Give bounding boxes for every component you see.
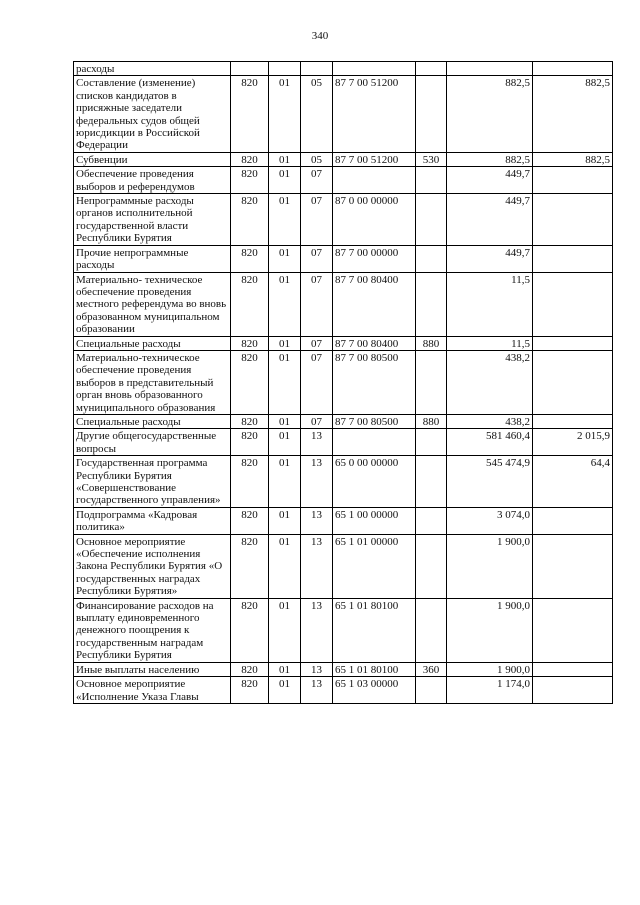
ministry-code-cell: 820 xyxy=(231,76,269,152)
section-code-cell: 01 xyxy=(269,429,301,456)
target-article-cell: 65 0 00 00000 xyxy=(333,456,416,508)
expense-type-cell xyxy=(416,677,447,704)
amount-cell: 449,7 xyxy=(447,167,533,194)
section-code-cell: 01 xyxy=(269,456,301,508)
subvention-amount-cell xyxy=(533,194,613,246)
budget-table xyxy=(73,61,613,704)
expense-name-cell: Непрограммные расходы органов исполнительной государственной власти Республики Бурятия xyxy=(74,194,231,246)
expense-name-cell: Основное мероприятие «Исполнение Указа Главы xyxy=(74,677,231,704)
table-row xyxy=(74,534,613,598)
table-row xyxy=(74,456,613,508)
section-code-cell: 01 xyxy=(269,76,301,152)
amount-cell: 438,2 xyxy=(447,414,533,428)
amount-cell: 3 074,0 xyxy=(447,507,533,534)
subsection-code-cell: 13 xyxy=(301,598,333,662)
subsection-code-cell: 07 xyxy=(301,350,333,414)
table-row xyxy=(74,350,613,414)
target-article-cell: 65 1 03 00000 xyxy=(333,677,416,704)
ministry-code-cell: 820 xyxy=(231,152,269,166)
amount-cell: 449,7 xyxy=(447,194,533,246)
ministry-code-cell: 820 xyxy=(231,414,269,428)
subsection-code-cell: 05 xyxy=(301,76,333,152)
expense-type-cell: 880 xyxy=(416,414,447,428)
section-code-cell: 01 xyxy=(269,350,301,414)
amount-cell: 581 460,4 xyxy=(447,429,533,456)
subvention-amount-cell xyxy=(533,414,613,428)
subvention-amount-cell xyxy=(533,245,613,272)
target-article-cell: 87 7 00 80400 xyxy=(333,336,416,350)
subvention-amount-cell xyxy=(533,336,613,350)
amount-cell: 1 900,0 xyxy=(447,534,533,598)
subvention-amount-cell xyxy=(533,272,613,336)
subsection-code-cell: 13 xyxy=(301,534,333,598)
ministry-code-cell: 820 xyxy=(231,456,269,508)
amount-cell: 882,5 xyxy=(447,152,533,166)
table-row xyxy=(74,429,613,456)
table-row xyxy=(74,662,613,676)
ministry-code-cell: 820 xyxy=(231,662,269,676)
subvention-amount-cell: 64,4 xyxy=(533,456,613,508)
expense-name-cell: Основное мероприятие «Обеспечение исполнения Закона Республики Бурятия «О государственных наградах Республики Бурятия» xyxy=(74,534,231,598)
subsection-code-cell: 07 xyxy=(301,272,333,336)
expense-type-cell xyxy=(416,534,447,598)
expense-name-cell: Финансирование расходов на выплату единовременного денежного поощрения к государственным наградам Республики Бурятия xyxy=(74,598,231,662)
subvention-amount-cell xyxy=(533,534,613,598)
target-article-cell: 65 1 01 80100 xyxy=(333,598,416,662)
expense-type-cell: 360 xyxy=(416,662,447,676)
target-article-cell: 87 7 00 80400 xyxy=(333,272,416,336)
expense-name-cell: Составление (изменение) списков кандидатов в присяжные заседатели федеральных судов общей юрисдикции в Российской Федерации xyxy=(74,76,231,152)
ministry-code-cell: 820 xyxy=(231,429,269,456)
expense-type-cell xyxy=(416,598,447,662)
target-article-cell xyxy=(333,429,416,456)
target-article-cell: 87 7 00 00000 xyxy=(333,245,416,272)
subvention-amount-cell: 2 015,9 xyxy=(533,429,613,456)
target-article-cell xyxy=(333,62,416,76)
section-code-cell: 01 xyxy=(269,414,301,428)
subvention-amount-cell xyxy=(533,677,613,704)
subvention-amount-cell xyxy=(533,350,613,414)
subsection-code-cell: 13 xyxy=(301,662,333,676)
ministry-code-cell: 820 xyxy=(231,598,269,662)
subvention-amount-cell: 882,5 xyxy=(533,76,613,152)
expense-name-cell: расходы xyxy=(74,62,231,76)
table-row xyxy=(74,245,613,272)
expense-type-cell: 530 xyxy=(416,152,447,166)
subsection-code-cell: 13 xyxy=(301,677,333,704)
ministry-code-cell: 820 xyxy=(231,336,269,350)
target-article-cell: 87 7 00 51200 xyxy=(333,76,416,152)
amount-cell: 1 174,0 xyxy=(447,677,533,704)
ministry-code-cell: 820 xyxy=(231,167,269,194)
subsection-code-cell: 13 xyxy=(301,456,333,508)
expense-type-cell xyxy=(416,245,447,272)
section-code-cell: 01 xyxy=(269,194,301,246)
expense-type-cell xyxy=(416,350,447,414)
expense-name-cell: Специальные расходы xyxy=(74,336,231,350)
section-code-cell: 01 xyxy=(269,507,301,534)
subvention-amount-cell xyxy=(533,507,613,534)
page-number: 340 xyxy=(311,30,329,42)
table-row xyxy=(74,507,613,534)
section-code-cell: 01 xyxy=(269,598,301,662)
amount-cell: 882,5 xyxy=(447,76,533,152)
subvention-amount-cell xyxy=(533,662,613,676)
expense-type-cell xyxy=(416,272,447,336)
target-article-cell: 87 7 00 80500 xyxy=(333,350,416,414)
subsection-code-cell: 07 xyxy=(301,194,333,246)
expense-name-cell: Материально-техническое обеспечение проведения выборов в представительный орган вновь образованного муниципального образования xyxy=(74,350,231,414)
table-row xyxy=(74,336,613,350)
section-code-cell: 01 xyxy=(269,167,301,194)
target-article-cell: 87 7 00 51200 xyxy=(333,152,416,166)
expense-type-cell xyxy=(416,456,447,508)
target-article-cell xyxy=(333,167,416,194)
expense-name-cell: Субвенции xyxy=(74,152,231,166)
amount-cell: 1 900,0 xyxy=(447,662,533,676)
expense-type-cell xyxy=(416,507,447,534)
expense-name-cell: Материально- техническое обеспечение проведения местного референдума во вновь образованном муниципальном образовании xyxy=(74,272,231,336)
ministry-code-cell: 820 xyxy=(231,350,269,414)
expense-name-cell: Подпрограмма «Кадровая политика» xyxy=(74,507,231,534)
target-article-cell: 87 7 00 80500 xyxy=(333,414,416,428)
expense-type-cell xyxy=(416,76,447,152)
subsection-code-cell: 07 xyxy=(301,336,333,350)
section-code-cell: 01 xyxy=(269,272,301,336)
expense-type-cell xyxy=(416,62,447,76)
subvention-amount-cell xyxy=(533,598,613,662)
section-code-cell: 01 xyxy=(269,677,301,704)
table-row xyxy=(74,62,613,76)
amount-cell: 449,7 xyxy=(447,245,533,272)
ministry-code-cell xyxy=(231,62,269,76)
amount-cell: 438,2 xyxy=(447,350,533,414)
subvention-amount-cell: 882,5 xyxy=(533,152,613,166)
ministry-code-cell: 820 xyxy=(231,272,269,336)
ministry-code-cell: 820 xyxy=(231,507,269,534)
ministry-code-cell: 820 xyxy=(231,534,269,598)
table-row xyxy=(74,598,613,662)
expense-type-cell xyxy=(416,429,447,456)
subsection-code-cell: 07 xyxy=(301,167,333,194)
target-article-cell: 65 1 01 00000 xyxy=(333,534,416,598)
target-article-cell: 65 1 00 00000 xyxy=(333,507,416,534)
expense-name-cell: Государственная программа Республики Бурятия «Совершенствование государственного управления» xyxy=(74,456,231,508)
table-row xyxy=(74,272,613,336)
expense-name-cell: Прочие непрограммные расходы xyxy=(74,245,231,272)
amount-cell: 1 900,0 xyxy=(447,598,533,662)
section-code-cell: 01 xyxy=(269,245,301,272)
budget-table-body xyxy=(74,62,613,704)
subsection-code-cell: 05 xyxy=(301,152,333,166)
ministry-code-cell: 820 xyxy=(231,194,269,246)
table-row xyxy=(74,152,613,166)
expense-type-cell: 880 xyxy=(416,336,447,350)
table-row xyxy=(74,167,613,194)
amount-cell xyxy=(447,62,533,76)
subsection-code-cell: 07 xyxy=(301,414,333,428)
expense-name-cell: Обеспечение проведения выборов и референдумов xyxy=(74,167,231,194)
section-code-cell xyxy=(269,62,301,76)
ministry-code-cell: 820 xyxy=(231,677,269,704)
expense-name-cell: Специальные расходы xyxy=(74,414,231,428)
subvention-amount-cell xyxy=(533,62,613,76)
subsection-code-cell: 07 xyxy=(301,245,333,272)
expense-name-cell: Другие общегосударственные вопросы xyxy=(74,429,231,456)
target-article-cell: 65 1 01 80100 xyxy=(333,662,416,676)
amount-cell: 545 474,9 xyxy=(447,456,533,508)
section-code-cell: 01 xyxy=(269,662,301,676)
expense-type-cell xyxy=(416,194,447,246)
subsection-code-cell: 13 xyxy=(301,429,333,456)
table-row xyxy=(74,194,613,246)
target-article-cell: 87 0 00 00000 xyxy=(333,194,416,246)
amount-cell: 11,5 xyxy=(447,336,533,350)
subsection-code-cell: 13 xyxy=(301,507,333,534)
table-row xyxy=(74,76,613,152)
amount-cell: 11,5 xyxy=(447,272,533,336)
section-code-cell: 01 xyxy=(269,336,301,350)
table-row xyxy=(74,414,613,428)
expense-type-cell xyxy=(416,167,447,194)
section-code-cell: 01 xyxy=(269,534,301,598)
subsection-code-cell xyxy=(301,62,333,76)
subvention-amount-cell xyxy=(533,167,613,194)
section-code-cell: 01 xyxy=(269,152,301,166)
ministry-code-cell: 820 xyxy=(231,245,269,272)
table-row xyxy=(74,677,613,704)
expense-name-cell: Иные выплаты населению xyxy=(74,662,231,676)
